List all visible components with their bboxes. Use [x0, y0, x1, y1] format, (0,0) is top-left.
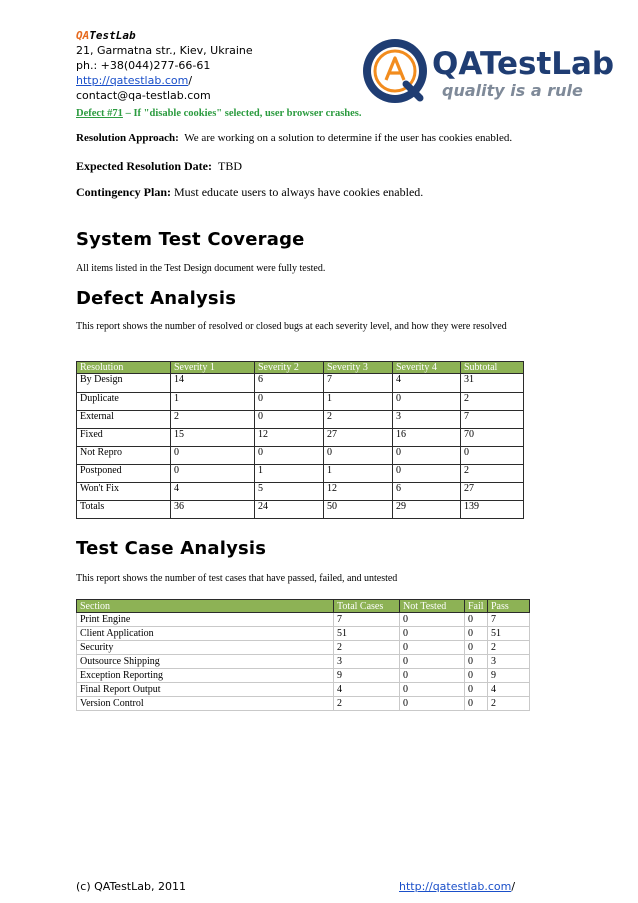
table-cell: 3 [488, 655, 530, 669]
table-row [77, 429, 524, 447]
column-header: Not Tested [400, 600, 465, 613]
defect-analysis-table [76, 361, 524, 519]
column-header: Severity 4 [393, 362, 461, 374]
table-cell: 0 [400, 697, 465, 711]
table-cell: Not Repro [77, 447, 171, 465]
table-cell: 7 [324, 374, 393, 393]
contingency-plan-label: Contingency Plan: [76, 185, 172, 199]
table-row [77, 374, 524, 393]
system-test-coverage-text: All items listed in the Test Design document were fully tested. [76, 263, 326, 274]
table-cell: 15 [171, 429, 255, 447]
company-website: http://qatestlab.com/ [76, 74, 193, 87]
table-cell: 0 [465, 627, 488, 641]
table-cell: 51 [488, 627, 530, 641]
table-cell: 0 [400, 627, 465, 641]
company-phone: ph.: +38(044)277-66-61 [76, 59, 211, 72]
table-cell: 24 [255, 501, 324, 519]
table-header-row [77, 362, 524, 374]
table-cell: 4 [334, 683, 400, 697]
column-header: Fail [465, 600, 488, 613]
company-name: QATestLab [76, 29, 136, 42]
table-cell: 0 [393, 447, 461, 465]
table-cell: 27 [324, 429, 393, 447]
qatestlab-logo [362, 36, 615, 106]
column-header: Total Cases [334, 600, 400, 613]
table-row [77, 393, 524, 411]
table-cell: External [77, 411, 171, 429]
footer-website: http://qatestlab.com/ [399, 880, 516, 893]
table-row [77, 411, 524, 429]
table-cell: 0 [465, 697, 488, 711]
table-row [77, 465, 524, 483]
table-cell: 50 [324, 501, 393, 519]
test-case-analysis-table [76, 599, 530, 711]
table-cell: 0 [171, 447, 255, 465]
table-cell: 0 [465, 655, 488, 669]
table-cell: 2 [461, 465, 524, 483]
test-case-analysis-text: This report shows the number of test cases that have passed, failed, and untested [76, 573, 398, 584]
table-cell: 6 [393, 483, 461, 501]
table-cell: Duplicate [77, 393, 171, 411]
column-header: Severity 1 [171, 362, 255, 374]
table-cell: By Design [77, 374, 171, 393]
table-cell: Totals [77, 501, 171, 519]
table-cell: 12 [324, 483, 393, 501]
table-cell: 31 [461, 374, 524, 393]
table-cell: 1 [171, 393, 255, 411]
table-cell: Won't Fix [77, 483, 171, 501]
expected-resolution-date-value: TBD [217, 159, 242, 173]
table-cell: 2 [324, 411, 393, 429]
table-cell: 16 [393, 429, 461, 447]
expected-resolution-date-label: Expected Resolution Date: [76, 159, 212, 173]
test-case-analysis-heading: Test Case Analysis [76, 538, 267, 559]
table-header-row [77, 600, 530, 613]
table-cell: 0 [465, 613, 488, 627]
defect-title: – If "disable cookies" selected, user browser crashes. [122, 108, 362, 119]
table-cell: Version Control [77, 697, 334, 711]
table-cell: 0 [400, 641, 465, 655]
column-header: Resolution [77, 362, 171, 374]
table-cell: Exception Reporting [77, 669, 334, 683]
table-cell: 0 [461, 447, 524, 465]
column-header: Pass [488, 600, 530, 613]
table-cell: 139 [461, 501, 524, 519]
table-cell: Security [77, 641, 334, 655]
table-cell: 0 [255, 411, 324, 429]
table-cell: 3 [393, 411, 461, 429]
table-cell: Fixed [77, 429, 171, 447]
table-row-totals [77, 501, 524, 519]
table-cell: 0 [393, 393, 461, 411]
table-cell: 2 [171, 411, 255, 429]
table-cell: 2 [334, 697, 400, 711]
system-test-coverage-heading: System Test Coverage [76, 229, 305, 250]
table-cell: 27 [461, 483, 524, 501]
table-row [77, 447, 524, 465]
column-header: Section [77, 600, 334, 613]
table-cell: Outsource Shipping [77, 655, 334, 669]
table-cell: 1 [324, 465, 393, 483]
table-cell: 3 [334, 655, 400, 669]
column-header: Severity 3 [324, 362, 393, 374]
table-row [77, 683, 530, 697]
table-row [77, 669, 530, 683]
table-cell: 0 [171, 465, 255, 483]
table-cell: 4 [488, 683, 530, 697]
qatestlab-logo-graphic [362, 36, 615, 106]
table-cell: 7 [488, 613, 530, 627]
table-row [77, 627, 530, 641]
column-header: Severity 2 [255, 362, 324, 374]
table-cell: 2 [334, 641, 400, 655]
resolution-approach-label: Resolution Approach: [76, 132, 179, 144]
table-row [77, 697, 530, 711]
defect-link[interactable]: Defect #71 [76, 108, 123, 119]
table-cell: 0 [400, 683, 465, 697]
table-cell: 0 [465, 669, 488, 683]
table-cell: Postponed [77, 465, 171, 483]
table-cell: Print Engine [77, 613, 334, 627]
table-cell: 2 [461, 393, 524, 411]
table-cell: 2 [488, 641, 530, 655]
contingency-plan-value: Must educate users to always have cookies enabled. [174, 185, 424, 199]
defect-analysis-text: This report shows the number of resolved or closed bugs at each severity level, and how they were resolved [76, 321, 507, 332]
table-cell: 36 [171, 501, 255, 519]
column-header: Subtotal [461, 362, 524, 374]
logo-wordmark: QATestLab [432, 46, 615, 82]
company-email: contact@qa-testlab.com [76, 89, 211, 102]
table-cell: 0 [400, 613, 465, 627]
company-contact-block [76, 28, 253, 103]
footer-copyright: (c) QATestLab, 2011 [76, 880, 186, 893]
resolution-approach-value: We are working on a solution to determine if the user has cookies enabled. [184, 132, 513, 144]
table-row [77, 613, 530, 627]
expected-resolution-date [76, 159, 242, 174]
table-cell: 4 [171, 483, 255, 501]
table-cell: 9 [334, 669, 400, 683]
table-cell: 0 [465, 641, 488, 655]
table-cell: 0 [400, 669, 465, 683]
table-cell: 51 [334, 627, 400, 641]
logo-tagline: quality is a rule [442, 81, 583, 100]
resolution-approach [76, 132, 512, 144]
table-cell: 12 [255, 429, 324, 447]
table-cell: 70 [461, 429, 524, 447]
footer-website-link[interactable]: http://qatestlab.com [399, 880, 512, 893]
table-row [77, 655, 530, 669]
table-cell: 9 [488, 669, 530, 683]
defect-heading [76, 108, 362, 119]
defect-analysis-heading: Defect Analysis [76, 288, 237, 309]
table-cell: 4 [393, 374, 461, 393]
table-row [77, 483, 524, 501]
contingency-plan [76, 185, 423, 200]
table-cell: Final Report Output [77, 683, 334, 697]
table-cell: 6 [255, 374, 324, 393]
company-website-link[interactable]: http://qatestlab.com [76, 74, 189, 87]
table-cell: Client Application [77, 627, 334, 641]
table-cell: 0 [465, 683, 488, 697]
table-cell: 0 [393, 465, 461, 483]
table-cell: 14 [171, 374, 255, 393]
company-address: 21, Garmatna str., Kiev, Ukraine [76, 44, 253, 57]
table-cell: 5 [255, 483, 324, 501]
table-cell: 0 [400, 655, 465, 669]
table-cell: 2 [488, 697, 530, 711]
table-cell: 0 [324, 447, 393, 465]
table-cell: 1 [324, 393, 393, 411]
table-cell: 29 [393, 501, 461, 519]
table-cell: 0 [255, 393, 324, 411]
table-cell: 1 [255, 465, 324, 483]
table-row [77, 641, 530, 655]
table-cell: 7 [334, 613, 400, 627]
table-cell: 0 [255, 447, 324, 465]
table-cell: 7 [461, 411, 524, 429]
